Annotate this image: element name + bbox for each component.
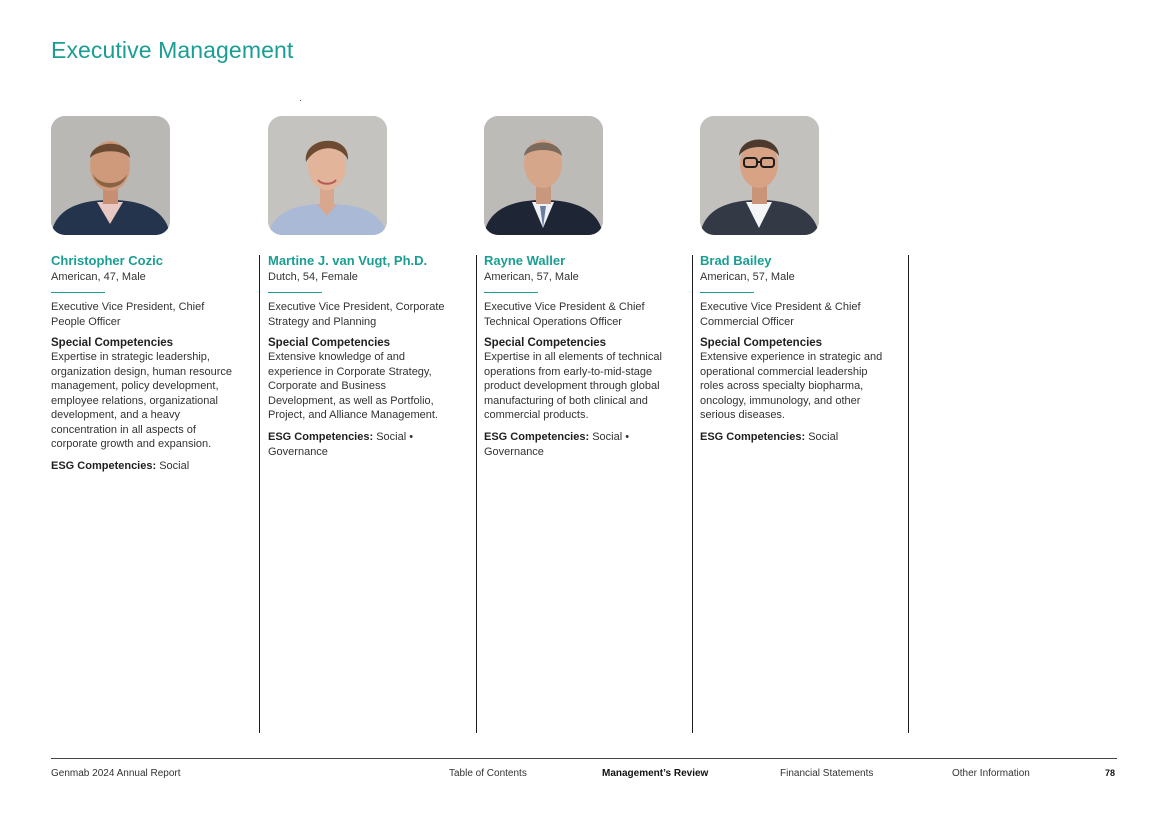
competencies-text: Expertise in all elements of technical operations from early-to-mid-stage product development through global manufacturing of both clinical and commercial products. [484, 351, 662, 421]
esg-value: Social • Governance [484, 430, 630, 458]
executive-demographics: American, 47, Male [51, 271, 146, 283]
stray-dot [300, 100, 301, 101]
executive-card-cozic [51, 116, 237, 474]
esg-competencies [484, 430, 670, 461]
competencies-text: Extensive knowledge of and experience in Corporate Strategy, Corporate and Business Development, as well as Portfolio, Project, and Alliance Management. [268, 351, 438, 421]
executive-role: Executive Vice President, Chief People Officer [51, 301, 205, 328]
esg-competencies [700, 430, 886, 446]
portrait-photo [51, 116, 170, 235]
nav-link-financial-statements[interactable]: Financial Statements [780, 768, 874, 779]
competencies-heading: Special Competencies [51, 337, 174, 349]
accent-divider [700, 292, 754, 293]
executive-card-van-vugt [268, 116, 454, 461]
page-title: Executive Management [51, 37, 294, 63]
executive-demographics: American, 57, Male [700, 271, 795, 283]
executive-card-waller [484, 116, 670, 461]
competencies-heading: Special Competencies [700, 337, 823, 349]
accent-divider [484, 292, 538, 293]
competencies-text: Extensive experience in strategic and operational commercial leadership roles across specialty biopharma, oncology, immunology, and other serious diseases. [700, 351, 883, 421]
esg-label: ESG Competencies: [484, 430, 590, 443]
executive-name: Christopher Cozic [51, 253, 163, 268]
executive-role: Executive Vice President & Chief Commercial Officer [700, 301, 861, 328]
nav-link-managements-review[interactable]: Management’s Review [602, 768, 709, 779]
executive-card-bailey [700, 116, 886, 445]
esg-label: ESG Competencies: [51, 459, 157, 472]
executive-demographics: American, 57, Male [484, 271, 579, 283]
executive-demographics: Dutch, 54, Female [268, 271, 358, 283]
executive-role: Executive Vice President, Corporate Strategy and Planning [268, 301, 445, 328]
executive-name: Rayne Waller [484, 253, 566, 268]
esg-competencies [51, 459, 237, 475]
esg-label: ESG Competencies: [700, 430, 806, 443]
column-divider [259, 255, 260, 733]
report-title: Genmab 2024 Annual Report [51, 768, 181, 779]
footer-divider [51, 758, 1117, 759]
page-number: 78 [1105, 768, 1116, 778]
esg-value: Social [808, 430, 839, 443]
esg-value: Social [159, 459, 190, 472]
esg-label: ESG Competencies: [268, 430, 374, 443]
column-divider [908, 255, 909, 733]
portrait-photo [700, 116, 819, 235]
accent-divider [51, 292, 105, 293]
executive-name: Martine J. van Vugt, Ph.D. [268, 253, 428, 268]
portrait-photo [268, 116, 387, 235]
esg-value: Social • Governance [268, 430, 414, 458]
nav-link-table-of-contents[interactable]: Table of Contents [449, 768, 527, 779]
portrait-photo [484, 116, 603, 235]
competencies-heading: Special Competencies [484, 337, 607, 349]
competencies-text: Expertise in strategic leadership, organization design, human resource management, policy development, employee relations, organizational development, and a heavy concentration in all aspects of corporate growth and expansion. [51, 351, 233, 450]
column-divider [692, 255, 693, 733]
executive-role: Executive Vice President & Chief Technical Operations Officer [484, 301, 645, 328]
nav-link-other-information[interactable]: Other Information [952, 768, 1030, 779]
executive-name: Brad Bailey [700, 253, 772, 268]
competencies-heading: Special Competencies [268, 337, 391, 349]
accent-divider [268, 292, 322, 293]
esg-competencies [268, 430, 454, 461]
column-divider [476, 255, 477, 733]
